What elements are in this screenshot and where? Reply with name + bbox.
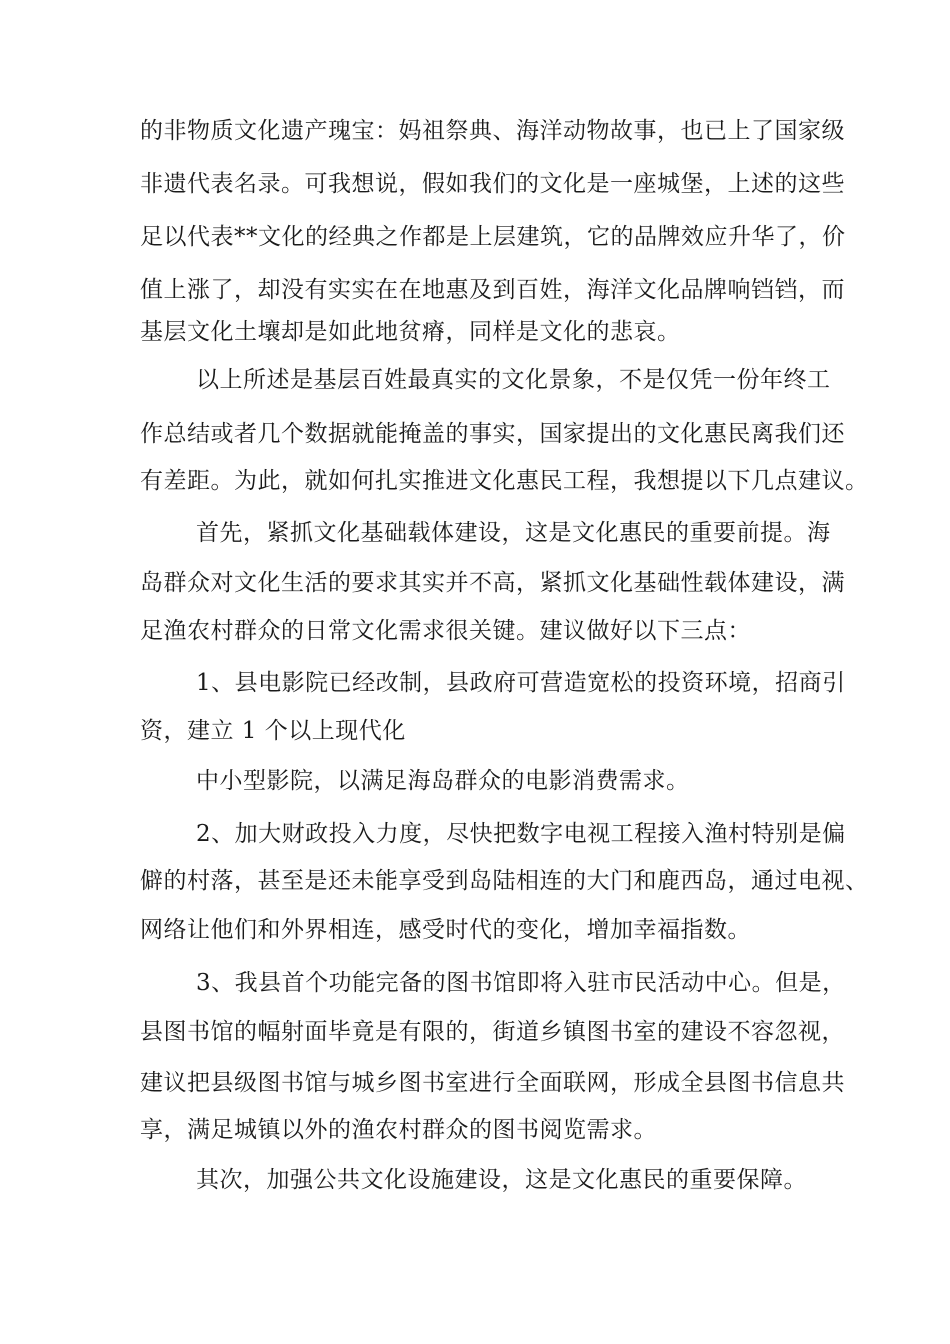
text-line: 作总结或者几个数据就能掩盖的事实，国家提出的文化惠民离我们还: [140, 421, 845, 447]
text-line: 的非物质文化遗产瑰宝：妈祖祭典、海洋动物故事，也已上了国家级: [140, 118, 845, 144]
text-line: 建议把县级图书馆与城乡图书室进行全面联网，形成全县图书信息共: [140, 1070, 845, 1096]
text-line: 非遗代表名录。可我想说，假如我们的文化是一座城堡，上述的这些: [140, 171, 845, 197]
text-line: 有差距。为此，就如何扎实推进文化惠民工程，我想提以下几点建议。: [140, 468, 869, 494]
text-line: 网络让他们和外界相连，感受时代的变化，增加幸福指数。: [140, 917, 751, 943]
paragraph-start-line: 1、县电影院已经改制，县政府可营造宽松的投资环境，招商引: [196, 670, 846, 696]
paragraph-start-line: 其次，加强公共文化设施建设，这是文化惠民的重要保障。: [196, 1167, 807, 1193]
paragraph-start-line: 2、加大财政投入力度，尽快把数字电视工程接入渔村特别是偏: [196, 821, 846, 847]
text-line: 岛群众对文化生活的要求其实并不高，紧抓文化基础性载体建设，满: [140, 570, 845, 596]
text-line: 足以代表**文化的经典之作都是上层建筑，它的品牌效应升华了，价: [140, 224, 846, 250]
text-line: 值上涨了，却没有实实在在地惠及到百姓，海洋文化品牌响铛铛，而: [140, 277, 845, 303]
text-line: 享，满足城镇以外的渔农村群众的图书阅览需求。: [140, 1117, 657, 1143]
text-line: 县图书馆的幅射面毕竟是有限的，街道乡镇图书室的建设不容忽视，: [140, 1019, 845, 1045]
text-line: 资，建立 1 个以上现代化: [140, 718, 406, 744]
paragraph-start-line: 首先，紧抓文化基础载体建设，这是文化惠民的重要前提。海: [196, 520, 831, 546]
paragraph-start-line: 以上所述是基层百姓最真实的文化景象，不是仅凭一份年终工: [196, 367, 831, 393]
paragraph-start-line: 中小型影院，以满足海岛群众的电影消费需求。: [196, 768, 690, 794]
paragraph-start-line: 3、我县首个功能完备的图书馆即将入驻市民活动中心。但是，: [196, 970, 846, 996]
text-line: 足渔农村群众的日常文化需求很关键。建议做好以下三点：: [140, 618, 751, 644]
text-line: 基层文化土壤却是如此地贫瘠，同样是文化的悲哀。: [140, 319, 681, 345]
text-line: 僻的村落，甚至是还未能享受到岛陆相连的大门和鹿西岛，通过电视、: [140, 868, 869, 894]
